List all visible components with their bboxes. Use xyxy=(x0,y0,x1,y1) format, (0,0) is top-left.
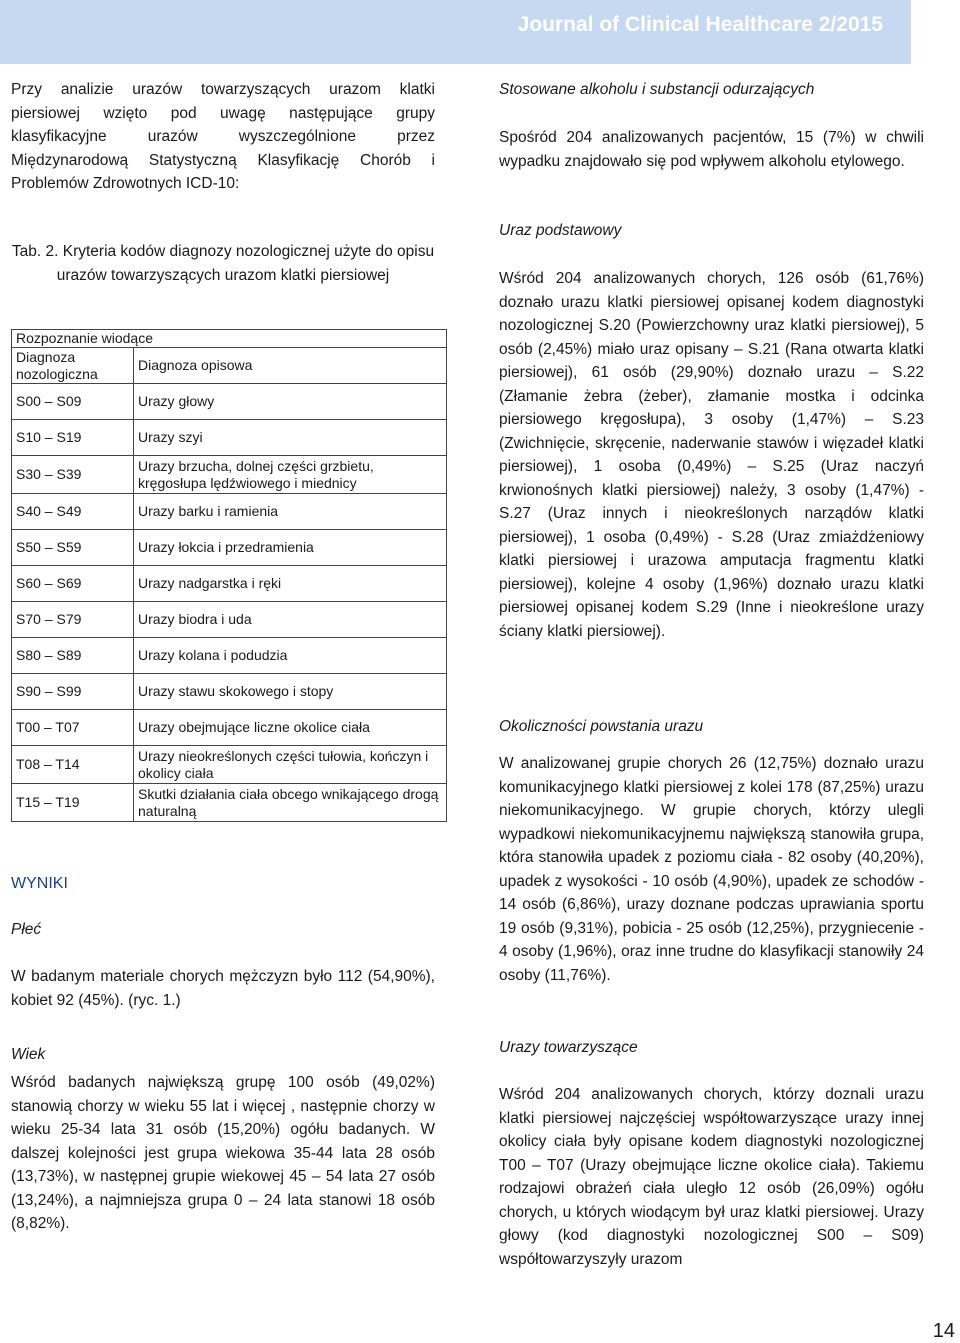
table-row xyxy=(12,530,447,566)
table-row xyxy=(12,566,447,602)
table-cell-desc: Urazy stawu skokowego i stopy xyxy=(134,674,447,710)
wiek-heading: Wiek xyxy=(11,1046,46,1063)
table-caption: Tab. 2. Kryteria kodów diagnozy nozologicznej użyte do opisu urazów towarzyszących urazom klatki piersiowej xyxy=(11,243,435,284)
table-cell-desc: Urazy brzucha, dolnej części grzbietu, kręgosłupa lędźwiowego i miednicy xyxy=(134,456,447,494)
icd-code-table xyxy=(11,329,447,822)
table-row xyxy=(12,456,447,494)
okolicznosci-heading: Okoliczności powstania urazu xyxy=(499,718,704,735)
table-cell-code: S60 – S69 xyxy=(12,566,134,602)
page-number: 14 xyxy=(932,1320,955,1342)
table-cell-code: S30 – S39 xyxy=(12,456,134,494)
table-cell-code: S10 – S19 xyxy=(12,420,134,456)
journal-header-bar xyxy=(0,0,911,64)
table-cell-code: S00 – S09 xyxy=(12,384,134,420)
column-header-opisowa: Diagnoza opisowa xyxy=(134,348,447,384)
table-cell-code: T00 – T07 xyxy=(12,710,134,746)
table-row xyxy=(12,494,447,530)
towarzyszace-heading: Urazy towarzyszące xyxy=(499,1039,638,1056)
table-row xyxy=(12,746,447,784)
alcohol-heading: Stosowane alkoholu i substancji odurzających xyxy=(499,81,815,98)
table-group-header-row xyxy=(12,330,447,348)
column-header-nozologiczna: Diagnoza nozologiczna xyxy=(12,348,134,384)
table-cell-code: T15 – T19 xyxy=(12,784,134,822)
table-cell-desc: Urazy biodra i uda xyxy=(134,602,447,638)
table-cell-desc: Urazy nadgarstka i ręki xyxy=(134,566,447,602)
table-row xyxy=(12,384,447,420)
okolicznosci-paragraph: W analizowanej grupie chorych 26 (12,75%) doznało urazu komunikacyjnego klatki piersiowej z kolei 178 (87,25%) urazu niekomunikacyjnego. W grupie chorych, którzy ulegli wypadkowi niekomunikacyjnemu największą stanowiła grupa, która stanowiła upadek z poziomu ciała - 82 osoby (40,20%), upadek z wysokości - 10 osób (4,90%), upadek ze schodów - 14 osób (6,86%), urazy doznane podczas uprawiania sportu 19 osób (9,31%), pobicia - 25 osób (12,25%), przygniecenie - 4 osoby (1,96%), oraz inne trudne do klasyfikacji stanowiły 24 osoby (11,76%). xyxy=(499,755,924,984)
table-cell-code: T08 – T14 xyxy=(12,746,134,784)
towarzyszace-paragraph: Wśród 204 analizowanych chorych, którzy doznali urazu klatki piersiowej najczęściej współtowarzyszące urazy innej okolicy ciała były opisane kodem diagnostyki nozologicznej T00 – T07 (Urazy obejmujące liczne okolice ciała). Takiemu rodzajowi obrażeń ciała uległo 12 osób (26,09%) ogółu chorych, u których wiodącym był uraz klatki piersiowej. Urazy głowy (kod diagnostyki nozologicznej S00 – S09) współtowarzyszyły urazom xyxy=(499,1086,924,1268)
table-cell-desc: Urazy łokcia i przedramienia xyxy=(134,530,447,566)
table-cell-code: S70 – S79 xyxy=(12,602,134,638)
table-column-header-row xyxy=(12,348,447,384)
table-cell-desc: Urazy szyi xyxy=(134,420,447,456)
table-cell-code: S50 – S59 xyxy=(12,530,134,566)
table-cell-code: S90 – S99 xyxy=(12,674,134,710)
intro-paragraph: Przy analizie urazów towarzyszących urazom klatki piersiowej wzięto pod uwagę następujące grupy klasyfikacyjne urazów wyszczególnione przez Międzynarodową Statystyczną Klasyfikację Chorób i Problemów Zdrowotnych ICD-10: xyxy=(11,81,435,192)
wiek-paragraph: Wśród badanych największą grupę 100 osób (49,02%) stanowią chorzy w wieku 55 lat i więcej , następnie chorzy w wieku 25-34 lata 31 osób (15,20%) ogółu badanych. W dalszej kolejności jest grupa wiekowa 35-44 lata 28 osób (13,73%), w następnej grupie wiekowej 45 – 54 lata 27 osób (13,24%), a najmniejsza grupa 0 – 24 lata stanowi 18 osób (8,82%). xyxy=(11,1074,435,1232)
table-cell-desc: Urazy barku i ramienia xyxy=(134,494,447,530)
table-row xyxy=(12,420,447,456)
table-cell-desc: Urazy obejmujące liczne okolice ciała xyxy=(134,710,447,746)
table-row xyxy=(12,602,447,638)
table-cell-desc: Urazy kolana i podudzia xyxy=(134,638,447,674)
table-row xyxy=(12,674,447,710)
table-row xyxy=(12,710,447,746)
table-cell-desc: Urazy głowy xyxy=(134,384,447,420)
table-row xyxy=(12,638,447,674)
uraz-paragraph: Wśród 204 analizowanych chorych, 126 osób (61,76%) doznało urazu klatki piersiowej opisanej kodem diagnostyki nozologicznej S.20 (Powierzchowny uraz klatki piersiowej), 5 osób (2,45%) miało uraz opisany – S.21 (Rana otwarta klatki piersiowej), 61 osób (29,90%) doznało urazu – S.22 (Złamanie żebra (żeber), złamanie mostka i odcinka piersiowego kręgosłupa), 3 osoby (1,47%) – S.23 (Zwichnięcie, skręcenie, naderwanie stawów i więzadeł klatki piersiowej), 1 osoba (0,49%) – S.25 (Uraz naczyń krwionośnych klatki piersiowej) należy, 3 osoby (1,47%) - S.27 (Uraz innych i nieokreślonych narządów klatki piersiowej), 1 osoba (0,49%) - S.28 (Uraz zmiażdżeniowy klatki piersiowej i urazowa amputacja fragmentu klatki piersiowej), kolejne 4 osoby (1,96%) doznało urazu klatki piersiowej opisanej kodem S.29 (Inne i nieokreślone urazy ściany klatki piersiowej). xyxy=(499,270,924,640)
table-cell-desc: Skutki działania ciała obcego wnikającego drogą naturalną xyxy=(134,784,447,822)
uraz-heading: Uraz podstawowy xyxy=(499,222,622,239)
results-heading: WYNIKI xyxy=(11,875,68,892)
table-cell-code: S40 – S49 xyxy=(12,494,134,530)
journal-title: Journal of Clinical Healthcare 2/2015 xyxy=(517,13,883,36)
alcohol-paragraph: Spośród 204 analizowanych pacjentów, 15 (7%) w chwili wypadku znajdowało się pod wpływem alkoholu etylowego. xyxy=(499,129,924,170)
table-cell-code: S80 – S89 xyxy=(12,638,134,674)
table-row xyxy=(12,784,447,822)
table-group-header: Rozpoznanie wiodące xyxy=(12,330,447,348)
plec-heading: Płeć xyxy=(11,921,42,938)
table-cell-desc: Urazy nieokreślonych części tułowia, kończyn i okolicy ciała xyxy=(134,746,447,784)
plec-paragraph: W badanym materiale chorych mężczyzn było 112 (54,90%), kobiet 92 (45%). (ryc. 1.) xyxy=(11,968,435,1009)
